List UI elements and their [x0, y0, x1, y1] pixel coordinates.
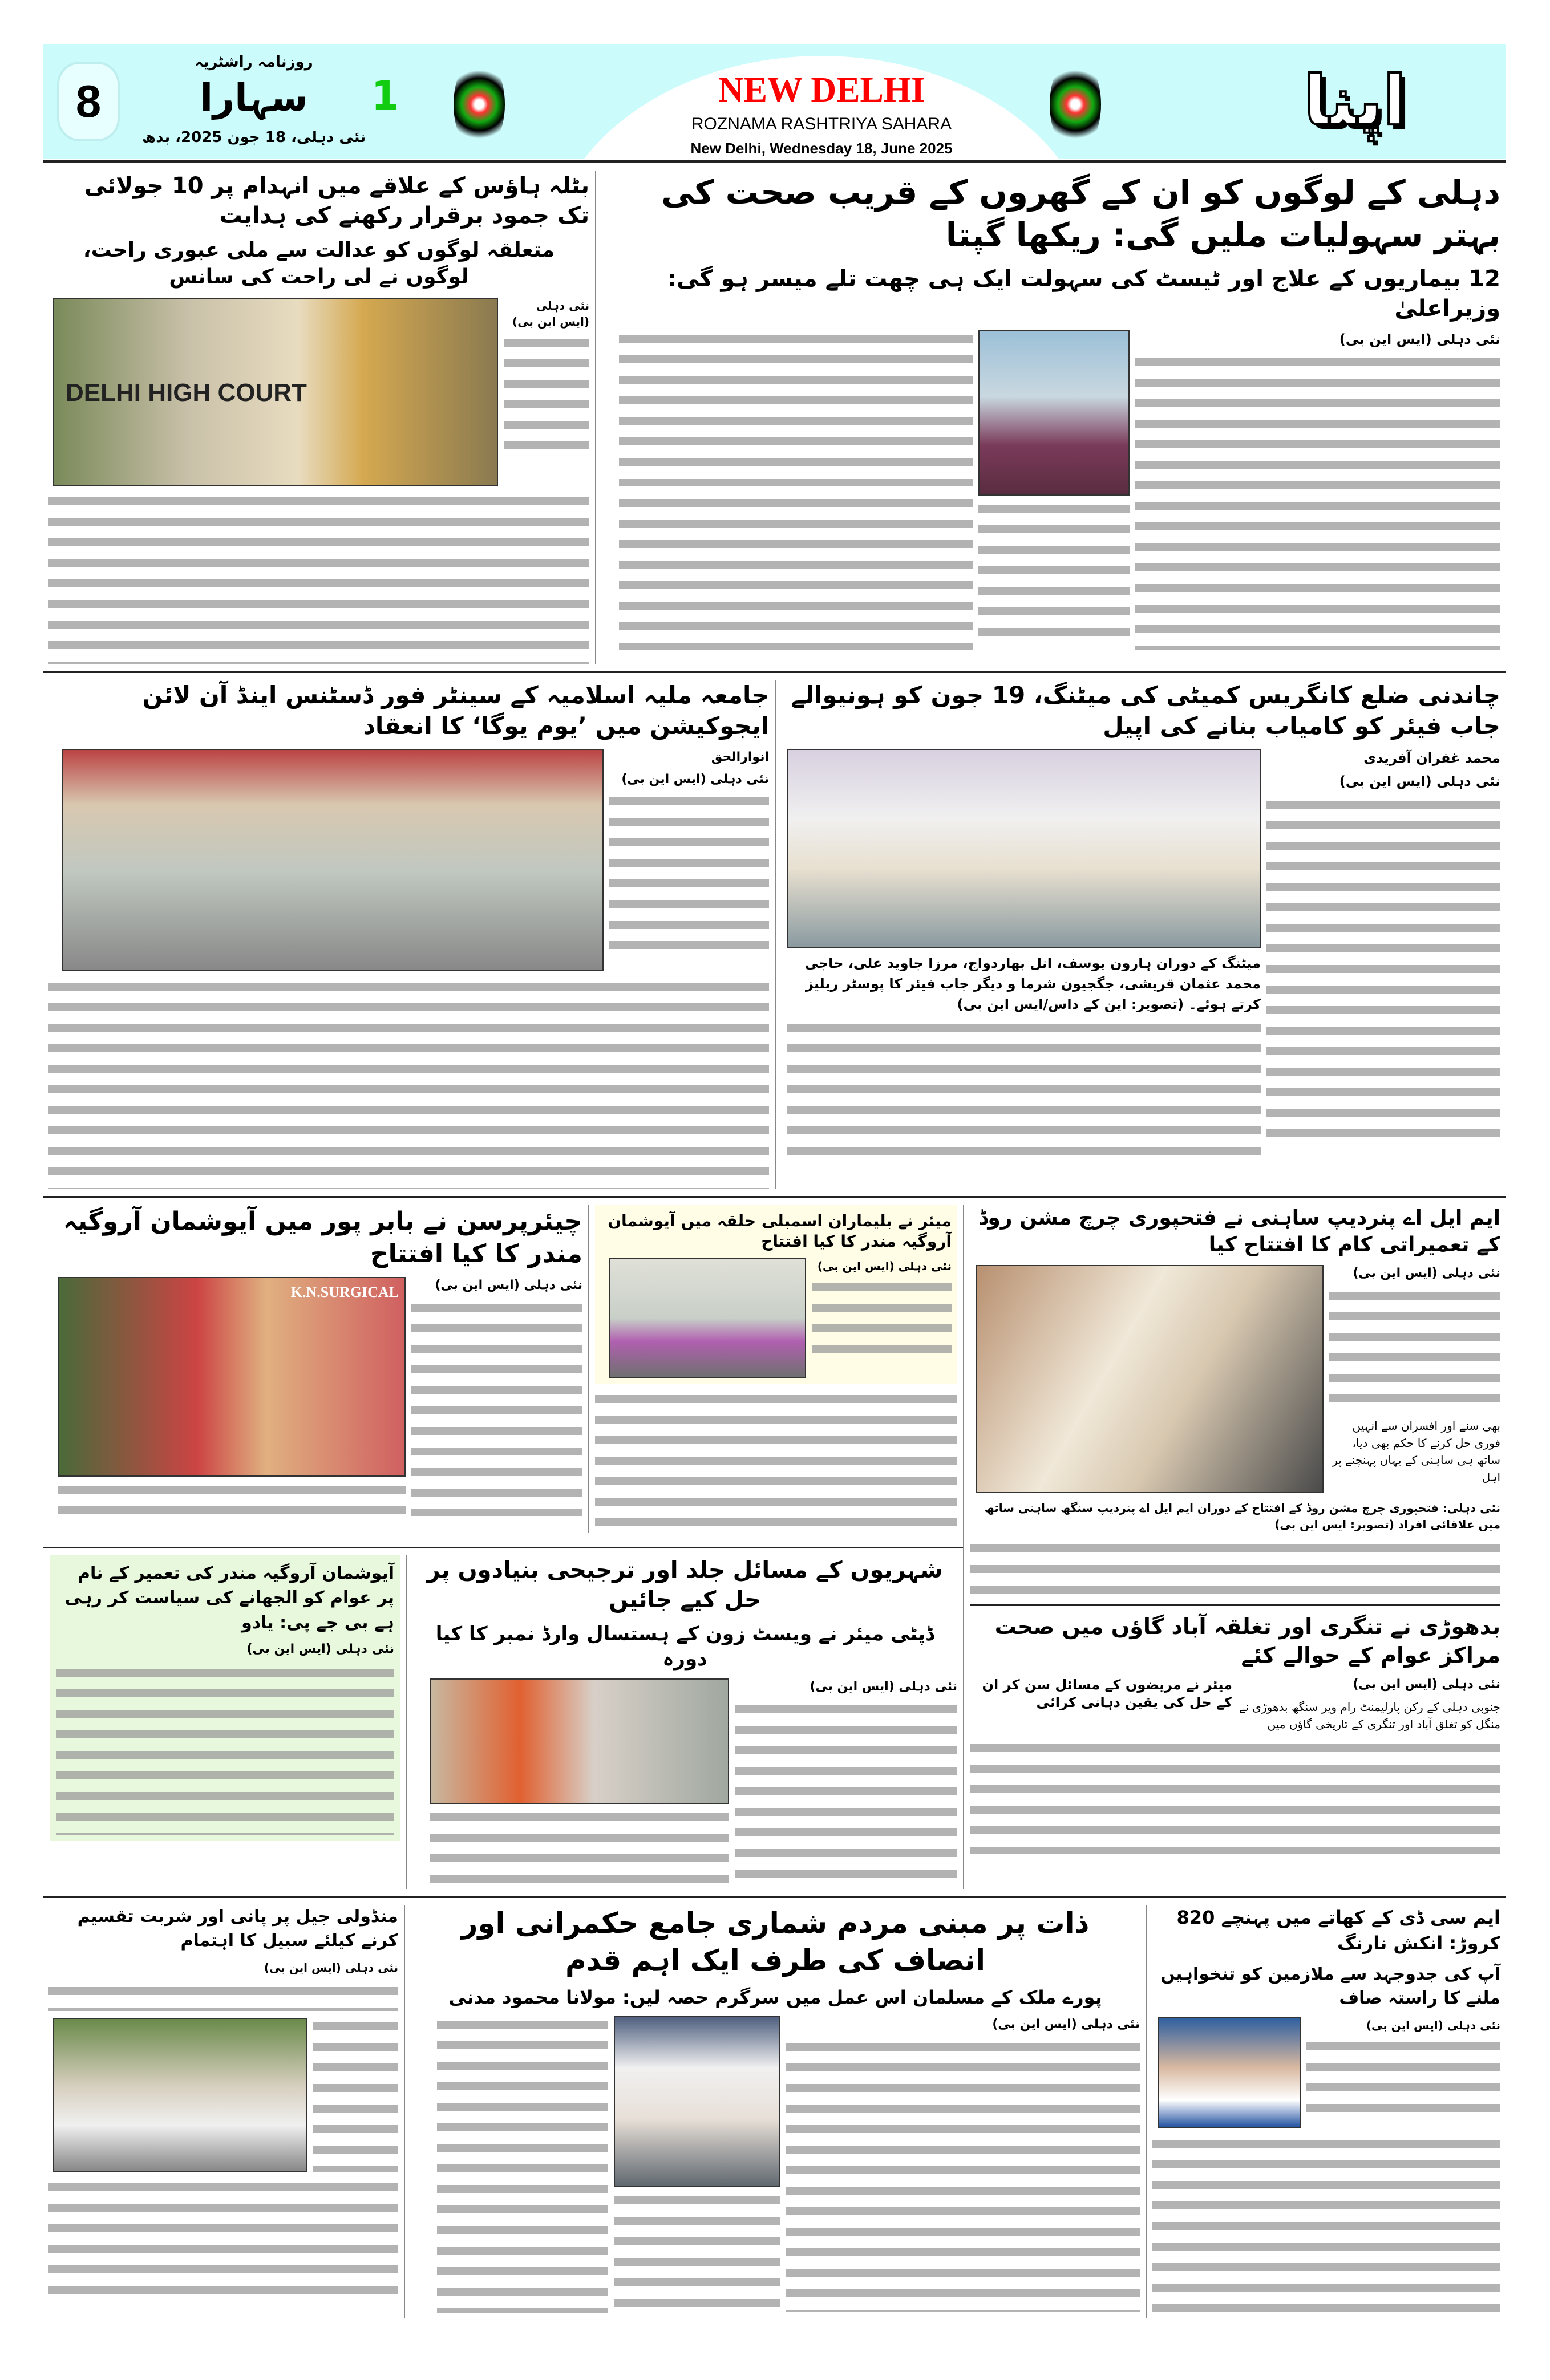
batla-side: [504, 298, 589, 460]
mla-photo: [976, 1265, 1324, 1493]
batla-dateline: نئی دہلی (ایس این بی): [512, 298, 589, 329]
deputy-mayor-body: [735, 1701, 957, 1889]
health-body: [1135, 354, 1500, 650]
aap-body: [56, 1664, 394, 1835]
chandni-byline: محمد غفران آفریدی: [1363, 749, 1500, 766]
deputy-mayor-body-2: [430, 1809, 729, 1888]
mcd-headline: ایم سی ڈی کے کھاتے میں پہنچے 820 کروڑ: انکش نارنگ: [1176, 1906, 1500, 1954]
urdu-date: نئی دہلی، 18 جون 2025، بدھ: [141, 129, 366, 146]
aap-dateline: نئی دہلی (ایس این بی): [246, 1642, 394, 1657]
photo-sign-text: K.N.SURGICAL: [290, 1284, 399, 1301]
title-dome: [548, 56, 1095, 159]
right-column: [964, 1205, 1506, 1889]
bidhuri-intro: [1238, 1676, 1500, 1733]
batla-photo: [53, 298, 498, 486]
bidhuri-lede: جنوبی دہلی کے رکن پارلیمنٹ رام ویر سنگھ بدھوڑی نے منگل کو تغلق آباد اور تنگری کے تاریخی گاؤں میں: [1239, 1700, 1500, 1731]
batla-body-2: [48, 493, 589, 664]
chandni-caption: [787, 953, 1261, 1015]
bidhuri-subhead: میئر نے مریضوں کے مسائل سن کر ان کے حل کی یقین دہانی کرائی: [982, 1677, 1232, 1711]
chandni-main: [787, 749, 1261, 1167]
page-number: 8: [57, 62, 120, 141]
bidhuri-headline: بدھوڑی نے تنگری اور تغلقہ آباد گاؤں میں صحت مراکز عوام کے حوالے کئے: [994, 1614, 1500, 1668]
mla-body-2: [970, 1540, 1500, 1597]
jamia-body-2: [48, 978, 769, 1189]
row-4-left: [43, 1547, 963, 1889]
batla-subhead: متعلقہ لوگوں کو عدالت سے ملی عبوری راحت، لوگوں نے لی راحت کی سانس: [83, 238, 555, 289]
chandni-headline: چاندنی ضلع کانگریس کمیٹی کی میٹنگ، 19 جون کو ہونیوالے جاب فیئر کو کامیاب بنانے کی اپیل: [791, 680, 1500, 740]
chandni-body: [1266, 796, 1500, 1138]
masthead: [43, 44, 1506, 159]
bidhuri-media: [970, 1676, 1500, 1733]
health-headline: دہلی کے لوگوں کو ان کے گھروں کے قریب صحت کی بہتر سہولیات ملیں گی: ریکھا گپتا: [661, 173, 1500, 255]
left-block: [43, 1205, 964, 1889]
paper-name: ROZNAMA RASHTRIYA SAHARA: [691, 115, 952, 133]
chandni-story: [776, 680, 1506, 1189]
madani-body-2: [786, 2038, 1140, 2312]
mandoli-story: [43, 1905, 405, 2318]
mcd-story: [1147, 1905, 1506, 2318]
jamia-story: [43, 680, 776, 1189]
madani-headline: ذات پر مبنی مردم شماری جامع حکمرانی اور انصاف کی طرف ایک اہم قدم: [461, 1906, 1090, 1977]
mcd-media: [1152, 2017, 1500, 2128]
deputy-mayor-side: [735, 1678, 957, 1889]
mayor-dateline: نئی دہلی (ایس این بی): [817, 1259, 952, 1273]
health-body-3: [978, 500, 1130, 648]
mla-dateline: نئی دہلی (ایس این بی): [1353, 1266, 1500, 1281]
mayor-headline: میئر نے بلیماران اسمبلی حلقہ میں آیوشمان آروگیہ مندر کا کیا افتتاح: [608, 1211, 952, 1251]
chairperson-dateline: نئی دہلی (ایس این بی): [435, 1278, 582, 1293]
chandni-dateline: نئی دہلی (ایس این بی): [1339, 773, 1500, 790]
madani-body-3: [614, 2192, 780, 2312]
deputy-mayor-subhead: ڈپٹی میئر نے ویسٹ زون کے ہستسال وارڈ نمبر کا کیا دورہ: [435, 1622, 934, 1671]
row-5: [43, 1896, 1506, 2325]
mayor-box: [595, 1205, 957, 1384]
health-media: [602, 330, 1500, 651]
mla-body: [1329, 1287, 1500, 1413]
caption-text: میٹنگ کے دوران ہارون یوسف، انل بھاردواج، مرزا جاوید علی، حاجی محمد عثمان قریشی، جگجیون شرما و دیگر جاب فیئر کا پوسٹر ریلیز کرتے ہوئے۔: [804, 955, 1261, 1012]
photo-credit: (تصویر: ایس این بی): [1274, 1518, 1394, 1532]
madani-body: [437, 2016, 608, 2313]
batla-body: [504, 334, 589, 460]
jamia-byline: انوارالحق: [711, 749, 769, 764]
mayor-side: [812, 1258, 952, 1359]
chairperson-body: [411, 1299, 582, 1516]
health-photo-col: [978, 330, 1130, 648]
mandoli-body-3: [48, 2179, 398, 2304]
chairperson-photo-col: [58, 1277, 406, 1521]
chairperson-headline: چیئرپرسن نے بابر پور میں آیوشمان آروگیہ مندر کا کیا افتتاح: [63, 1206, 582, 1268]
bidhuri-body: [970, 1740, 1500, 1854]
jamia-body: [609, 793, 769, 958]
masthead-rule: [43, 160, 1506, 163]
chairperson-photo: [58, 1277, 406, 1477]
mla-media: [970, 1265, 1500, 1493]
deputy-mayor-headline: شہریوں کے مسائل جلد اور ترجیحی بنیادوں پر حل کیے جائیں: [427, 1556, 943, 1613]
mandoli-body: [48, 1982, 398, 2011]
edition-title: NEW DELHI: [718, 71, 925, 110]
bidhuri-dateline: نئی دہلی (ایس این بی): [1353, 1677, 1500, 1692]
mla-lede: بھی سنے اور افسران سے انہیں فوری حل کرنے کا حکم بھی دیا، ساتھ ہی ساہنی کے یہاں پہنچنے پر اہل: [1332, 1419, 1500, 1485]
health-story: [596, 171, 1506, 664]
mandoli-dateline: نئی دہلی (ایس این بی): [264, 1960, 398, 1974]
madani-subhead: پورے ملک کے مسلمان اس عمل میں سرگرم حصہ لیں: مولانا محمود مدنی: [448, 1986, 1102, 2008]
mcd-side: [1306, 2017, 1500, 2123]
jamia-photo: [62, 749, 604, 971]
row-3-left: [43, 1205, 963, 1533]
deputy-mayor-photo-col: [430, 1678, 729, 1888]
mcd-dateline: نئی دہلی (ایس این بی): [1366, 2018, 1500, 2033]
row-2: [43, 671, 1506, 1196]
mandoli-photo: [53, 2018, 307, 2172]
mla-headline: ایم ایل اے پنردیپ ساہنی نے فتحپوری چرچ مشن روڈ کے تعمیراتی کام کا افتتاح کیا: [978, 1206, 1500, 1256]
chandni-side: [1266, 749, 1500, 1138]
jamia-dateline: نئی دہلی (ایس این بی): [621, 772, 769, 786]
health-subhead: 12 بیماریوں کے علاج اور ٹیسٹ کی سہولت ایک ہی چھت تلے میسر ہو گی: وزیراعلیٰ: [667, 265, 1500, 322]
health-photo: [978, 330, 1130, 496]
mla-caption: [970, 1500, 1500, 1533]
aap-box: [50, 1555, 400, 1841]
mayor-story: [589, 1205, 963, 1533]
mayor-body: [812, 1279, 952, 1359]
deputy-mayor-story: [407, 1555, 963, 1889]
photo-sign-text: DELHI HIGH COURT: [66, 378, 307, 407]
section-title: اپنا: [1303, 62, 1407, 141]
mla-side: [1329, 1265, 1500, 1486]
madani-side: [786, 2016, 1140, 2312]
newspaper-logo: سہارا: [200, 76, 308, 120]
mandoli-headline: منڈولی جیل پر پانی اور شربت تقسیم کرنے کیلئے سبیل کا اہتمام: [77, 1906, 398, 1951]
mcd-body: [1306, 2038, 1500, 2123]
row-3-4: [43, 1196, 1506, 1896]
jamia-headline: جامعہ ملیہ اسلامیہ کے سینٹر فور ڈسٹنس اینڈ آن لائن ایجوکیشن میں ’یوم یوگا‘ کا انعقاد: [142, 680, 769, 740]
batla-story: [43, 171, 596, 664]
chandni-body-2: [787, 1019, 1261, 1167]
jamia-side: [609, 749, 769, 959]
madani-dateline: نئی دہلی (ایس این بی): [992, 2017, 1140, 2032]
chandni-media: [782, 749, 1500, 1167]
mayor-photo: [609, 1258, 806, 1378]
sunburst-left-icon: [454, 56, 505, 153]
row-1: [43, 164, 1506, 671]
madani-photo-col: [614, 2016, 780, 2312]
mcd-body-2: [1152, 2135, 1500, 2318]
health-dateline: نئی دہلی (ایس این بی): [1339, 331, 1500, 347]
mayor-media: [601, 1258, 952, 1378]
section-rule: [970, 1604, 1500, 1606]
aap-headline: آیوشمان آروگیہ مندر کی تعمیر کے نام پر عوام کو الجھانے کی سیاست کر رہی ہے بی جے پی: یادو: [64, 1563, 394, 1633]
anniversary-badge: 1: [371, 72, 399, 119]
health-side: [1135, 330, 1500, 651]
chairperson-side: [411, 1277, 582, 1516]
chandni-photo: [787, 749, 1261, 948]
mandoli-media: [48, 2018, 398, 2172]
mandoli-body-2: [313, 2018, 398, 2172]
madani-media: [411, 2016, 1140, 2313]
photo-credit: (تصویر: این کے داس/ایس این بی): [957, 996, 1184, 1012]
chairperson-story: [44, 1205, 589, 1533]
caption-text: نئی دہلی: فتحپوری چرچ مشن روڈ کے افتتاح کے دوران ایم ایل اے پنردیپ سنگھ ساہنی ساتھ میں علاقائی افراد: [984, 1501, 1500, 1532]
mcd-subhead: آپ کی جدوجہد سے ملازمین کو تنخواہیں ملنے کا راستہ صاف: [1160, 1964, 1500, 2009]
madani-photo: [614, 2016, 780, 2187]
deputy-mayor-media: [412, 1678, 957, 1889]
logo-small-text: روزنامہ راشٹریہ: [195, 54, 313, 71]
deputy-mayor-dateline: نئی دہلی (ایس این بی): [810, 1679, 957, 1694]
chairperson-media: [50, 1277, 582, 1521]
mcd-photo: [1158, 2017, 1301, 2128]
chairperson-caption-lines: [58, 1481, 406, 1521]
mayor-body-2: [595, 1390, 957, 1533]
madani-story: [405, 1905, 1147, 2318]
jamia-media: [48, 749, 769, 971]
batla-media: [48, 298, 589, 486]
aap-story: [44, 1555, 407, 1889]
deputy-mayor-photo: [430, 1678, 729, 1804]
batla-headline: بٹلہ ہاؤس کے علاقے میں انہدام پر 10 جولائی تک جمود برقرار رکھنے کی ہدایت: [84, 173, 589, 229]
page-body: [43, 164, 1506, 2325]
health-body-2: [619, 330, 973, 650]
issue-date: New Delhi, Wednesday 18, June 2025: [690, 140, 953, 157]
